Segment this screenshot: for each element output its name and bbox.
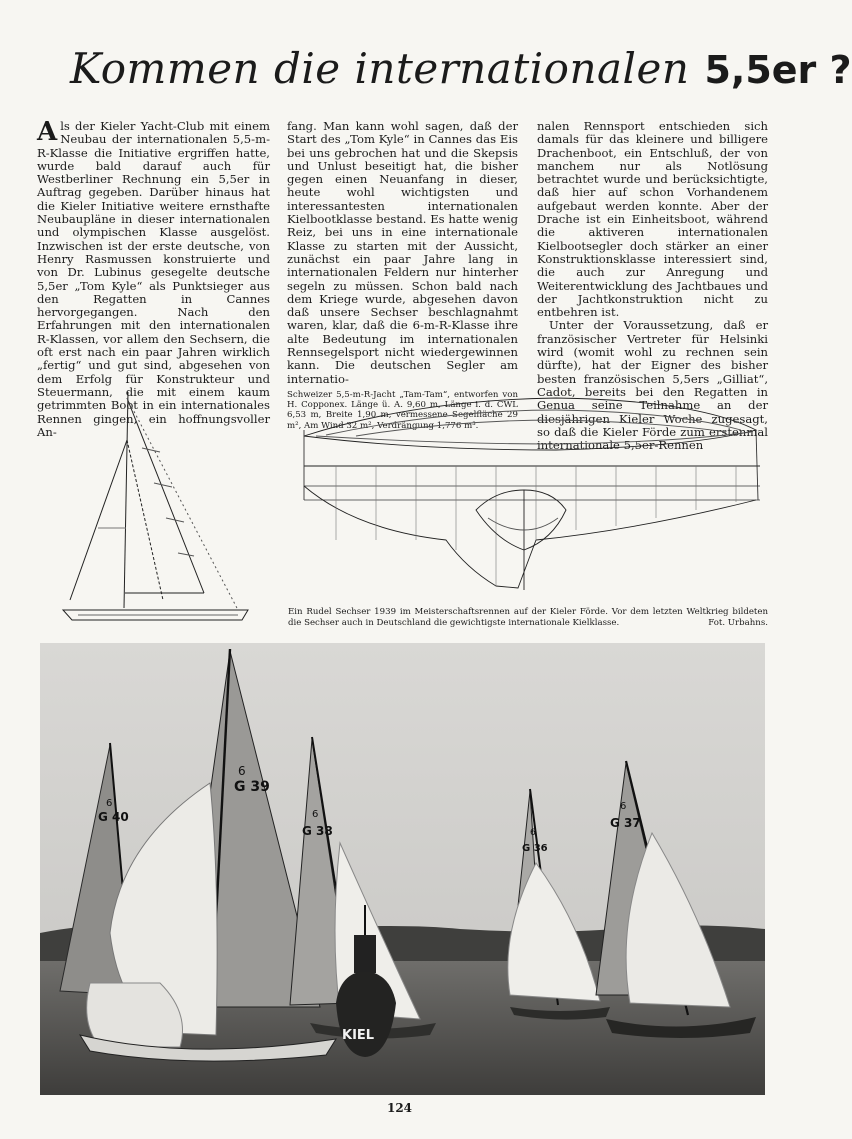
sail-class-mark: 6 xyxy=(530,828,536,838)
page-number: 124 xyxy=(386,1101,413,1115)
sail-number: G 39 xyxy=(234,779,270,795)
sail-number: G 40 xyxy=(98,810,129,824)
sail-number: G 36 xyxy=(522,843,548,854)
regatta-photo xyxy=(40,643,765,1095)
title-script: Kommen die internationalen xyxy=(70,44,690,93)
article-title xyxy=(70,44,852,104)
photo-caption-text: Ein Rudel Sechser 1939 im Meisterschaftsrennen auf der Kieler Förde. Vor dem letzten Weltkrieg bildeten die Sechser auch in Deutschland die gewichtigste internationale Kielklasse. xyxy=(288,607,768,628)
photo-caption xyxy=(288,607,768,629)
paragraph-text: ls der Kieler Yacht-Club mit einem Neubau der internationalen 5,5-m-R-Klasse die Initiative ergriffen hatte, wurde bald darauf auch für Westberliner Rechnung ein 5,5er in Auftrag gegeben. Darüber hinaus hat die Kieler Initiative weitere ernsthafte Neubaupläne in dieser internationalen und olympischen Klasse ausgelöst. Inzwischen ist der erste deutsche, von Henry Rasmussen konstruierte und von Dr. Lubinus gesegelte deutsche 5,5er „Tom Kyle“ als Punktsieger aus den Regatten in Cannes hervorgegangen. Nach den Erfahrungen mit den internationalen R-Klassen, vor allem den Sechsern, die oft erst nach ein paar Jahren wirklich „fertig“ und gut sind, abgesehen von dem Erfolg für Konstrukteur und Steuermann, die mit einem kaum getrimmten Boot in ein internationales Rennen gingen, ein hoffnungsvoller An- xyxy=(37,119,270,439)
hull-lines-drawing xyxy=(296,390,762,598)
sail-number: G 37 xyxy=(610,816,641,830)
drop-cap: A xyxy=(37,117,58,147)
sail-number: G 38 xyxy=(302,824,333,838)
sail-class-mark: 6 xyxy=(238,764,246,778)
sail-class-mark: 6 xyxy=(106,798,113,809)
title-number: 5,5er ? xyxy=(704,48,852,92)
buoy-label: KIEL xyxy=(342,1028,375,1043)
paragraph: nalen Rennsport entschieden sich damals für das kleinere und billigere Drachenboot, ein Entschluß, der von manchem nur als Notlösung betrachtet wurde und berücksichtigte, daß hier auf schon Vorhandenem aufgebaut werden konnte. Aber der Drache ist ein Einheitsboot, während die aktiveren internationalen Kielbootsegler doch stärker an einer Konstruktionsklasse interessiert sind, die auch zur Anregung und Weiterentwicklung des Jachtbaues und der Jachtkonstruktion nicht zu entbehren ist. xyxy=(537,119,768,320)
paragraph: fang. Man kann wohl sagen, daß der Start des „Tom Kyle“ in Cannes das Eis bei uns gebrochen hat und die Skepsis und Unlust beseitigt hat, die bisher gegen einen Neuanfang in dieser, heute wohl wichtigsten und interessantesten internationalen Kielbootklasse bestand. Es hatte wenig Reiz, bei uns in eine internationale Klasse zu starten mit der Aussicht, zunächst ein paar Jahre lang in internationalen Feldern nur hinterher segeln zu müssen. Schon bald nach dem Kriege wurde, abgesehen davon daß unsere Sechser beschlagnahmt waren, klar, daß die 6-m-R-Klasse ihre alte Bedeutung im internationalen Rennsegelsport nicht wiedergewinnen kann. Die deutschen Segler am internatio- xyxy=(287,119,518,386)
sail-plan-drawing xyxy=(58,388,250,626)
paragraph: Unter der Voraussetzung, daß er französischer Vertreter für Helsinki wird (womit wohl zu rechnen sein dürfte), hat der Eigner des bisher besten französischen 5,5ers „Gilliat“, Cadot, bereits bei den Regatten in Genua seine Teilnahme an der diesjährigen Kieler Woche zugesagt, so daß die Kieler Förde zum erstenmal internationale 5,5er-Rennen xyxy=(537,318,768,453)
photo-credit: Fot. Urbahns. xyxy=(708,618,768,628)
column-2 xyxy=(287,120,518,431)
sail-class-mark: 6 xyxy=(620,801,627,812)
sail-class-mark: 6 xyxy=(312,809,319,820)
drawing-caption: Schweizer 5,5-m-R-Jacht „Tam-Tam“, entworfen von H. Copponex. Länge ü. A. 9,60 m, Länge i. d. CWL 6,53 m, Breite 1,90 m, vermessene Segelfläche 29 m², Am Wind 32 m², Verdrängung 1,776 m³. xyxy=(287,389,518,431)
